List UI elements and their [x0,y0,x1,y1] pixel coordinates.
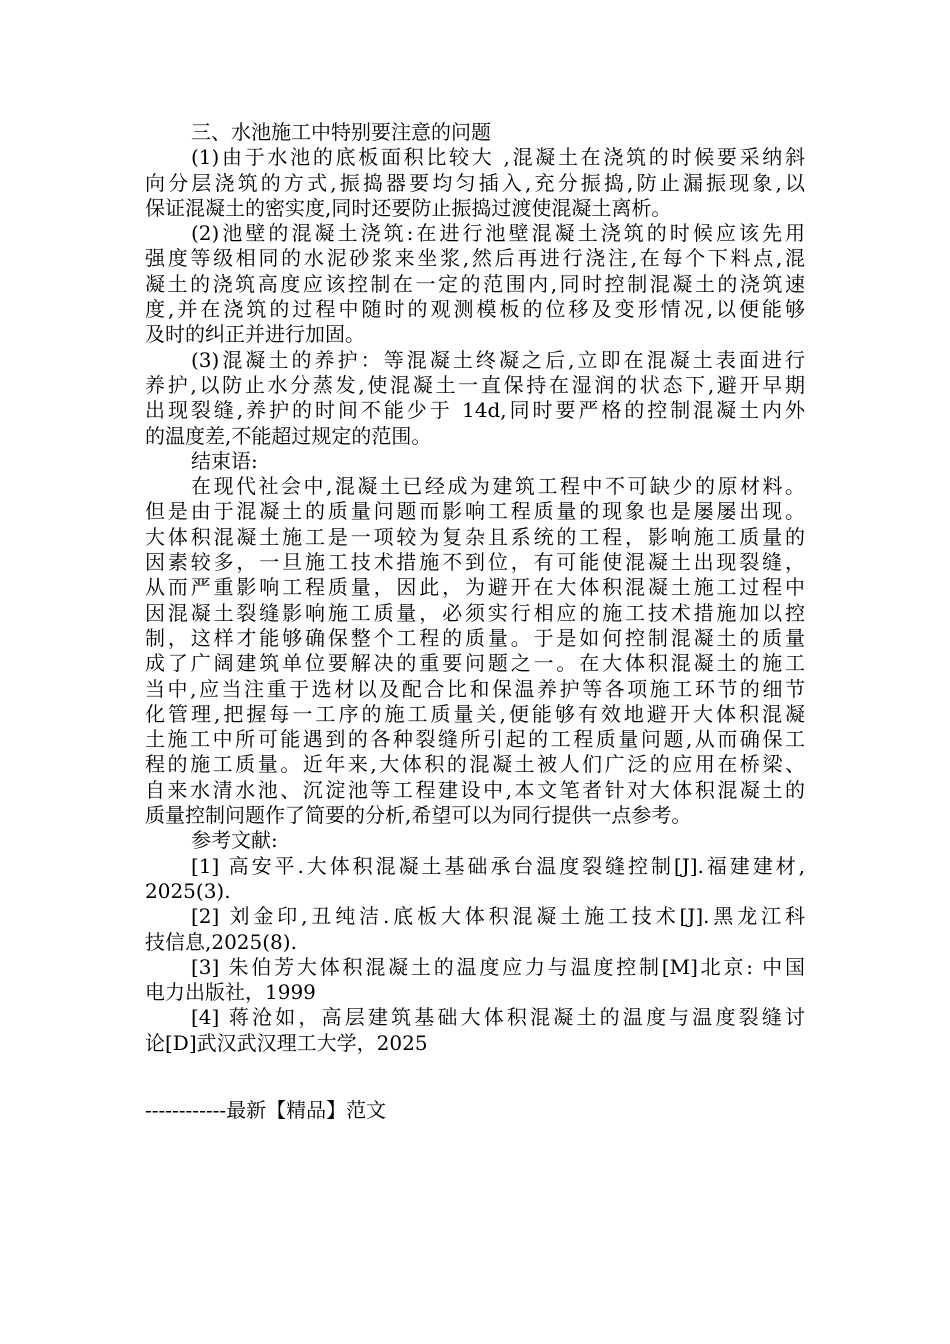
section-heading: 三、水池施工中特别要注意的问题 [191,120,491,144]
paragraph-line: (2)池壁的混凝土浇筑:在进行池壁混凝土浇筑的时候应该先用 [191,221,805,246]
reference-item: 电力出版社，1999 [145,980,316,1005]
paragraph-line: 向分层浇筑的方式,振捣器要均匀插入,充分振捣,防止漏振现象,以 [145,170,805,195]
reference-item: 技信息,2025(8). [145,929,297,954]
paragraph-line: 强度等级相同的水泥砂浆来坐浆,然后再进行浇注,在每个下料点,混 [145,246,805,271]
paragraph-line: 从而严重影响工程质量，因此，为避开在大体积混凝土施工过程中 [145,575,805,600]
reference-item: 2025(3). [145,878,231,903]
paragraph-line: 因素较多，一旦施工技术措施不到位，有可能使混凝土出现裂缝， [145,550,805,575]
paragraph-line: 出现裂缝,养护的时间不能少于 14d,同时要严格的控制混凝土内外 [145,398,805,423]
document-body [145,120,805,1056]
paragraph-line: 自来水清水池、沉淀池等工程建设中,本文笔者针对大体积混凝土的 [145,777,805,802]
paragraph-line: 质量控制问题作了简要的分析,希望可以为同行提供一点参考。 [145,803,692,828]
reference-item: [1] 高安平.大体积混凝土基础承台温度裂缝控制[J].福建建材, [191,853,805,878]
paragraph-line: (3)混凝土的养护：等混凝土终凝之后,立即在混凝土表面进行 [191,347,805,372]
paragraph-line: 成了广阔建筑单位要解决的重要问题之一。在大体积混凝土的施工 [145,651,805,676]
paragraph-line: 度,并在浇筑的过程中随时的观测模板的位移及变形情况,以便能够 [145,297,805,322]
paragraph-line: 程的施工质量。近年来,大体积的混凝土被人们广泛的应用在桥梁、 [145,752,805,777]
paragraph-line: 当中,应当注重于选材以及配合比和保温养护等各项施工环节的细节 [145,676,805,701]
reference-item: [3] 朱伯芳大体积混凝土的温度应力与温度控制[M]北京: 中国 [191,954,805,979]
paragraph-line: 凝土的浇筑高度应该控制在一定的范围内,同时控制混凝土的浇筑速 [145,271,805,296]
paragraph-line: 因混凝土裂缝影响施工质量，必须实行相应的施工技术措施加以控 [145,600,805,625]
reference-item: [2] 刘金印,丑纯洁.底板大体积混凝土施工技术[J].黑龙江科 [191,904,805,929]
paragraph-line: 制，这样才能够确保整个工程的质量。于是如何控制混凝土的质量 [145,625,805,650]
paragraph-line: (1)由于水池的底板面积比较大 ,混凝土在浇筑的时候要采纳斜 [191,145,805,170]
section-heading: 结束语: [191,448,258,473]
section-heading: 参考文献: [191,828,278,853]
paragraph-line: 大体积混凝土施工是一项较为复杂且系统的工程，影响施工质量的 [145,524,805,549]
footer-tagline: ------------最新【精品】范文 [145,1098,387,1122]
paragraph-line: 在现代社会中,混凝土已经成为建筑工程中不可缺少的原材料。 [191,474,805,499]
paragraph-line: 的温度差,不能超过规定的范围。 [145,423,432,448]
reference-item: 论[D]武汉武汉理工大学，2025 [145,1030,428,1055]
paragraph-line: 养护,以防止水分蒸发,使混凝土一直保持在湿润的状态下,避开早期 [145,372,805,397]
reference-item: [4] 蒋沧如，高层建筑基础大体积混凝土的温度与温度裂缝讨 [191,1005,805,1030]
paragraph-line: 土施工中所可能遇到的各种裂缝所引起的工程质量问题,从而确保工 [145,727,805,752]
paragraph-line: 保证混凝土的密实度,同时还要防止振捣过渡使混凝土离析。 [145,195,672,220]
paragraph-line: 及时的纠正并进行加固。 [145,322,365,347]
paragraph-line: 但是由于混凝土的质量问题而影响工程质量的现象也是屡屡出现。 [145,499,805,524]
paragraph-line: 化管理,把握每一工序的施工质量关,便能够有效地避开大体积混凝 [145,701,805,726]
